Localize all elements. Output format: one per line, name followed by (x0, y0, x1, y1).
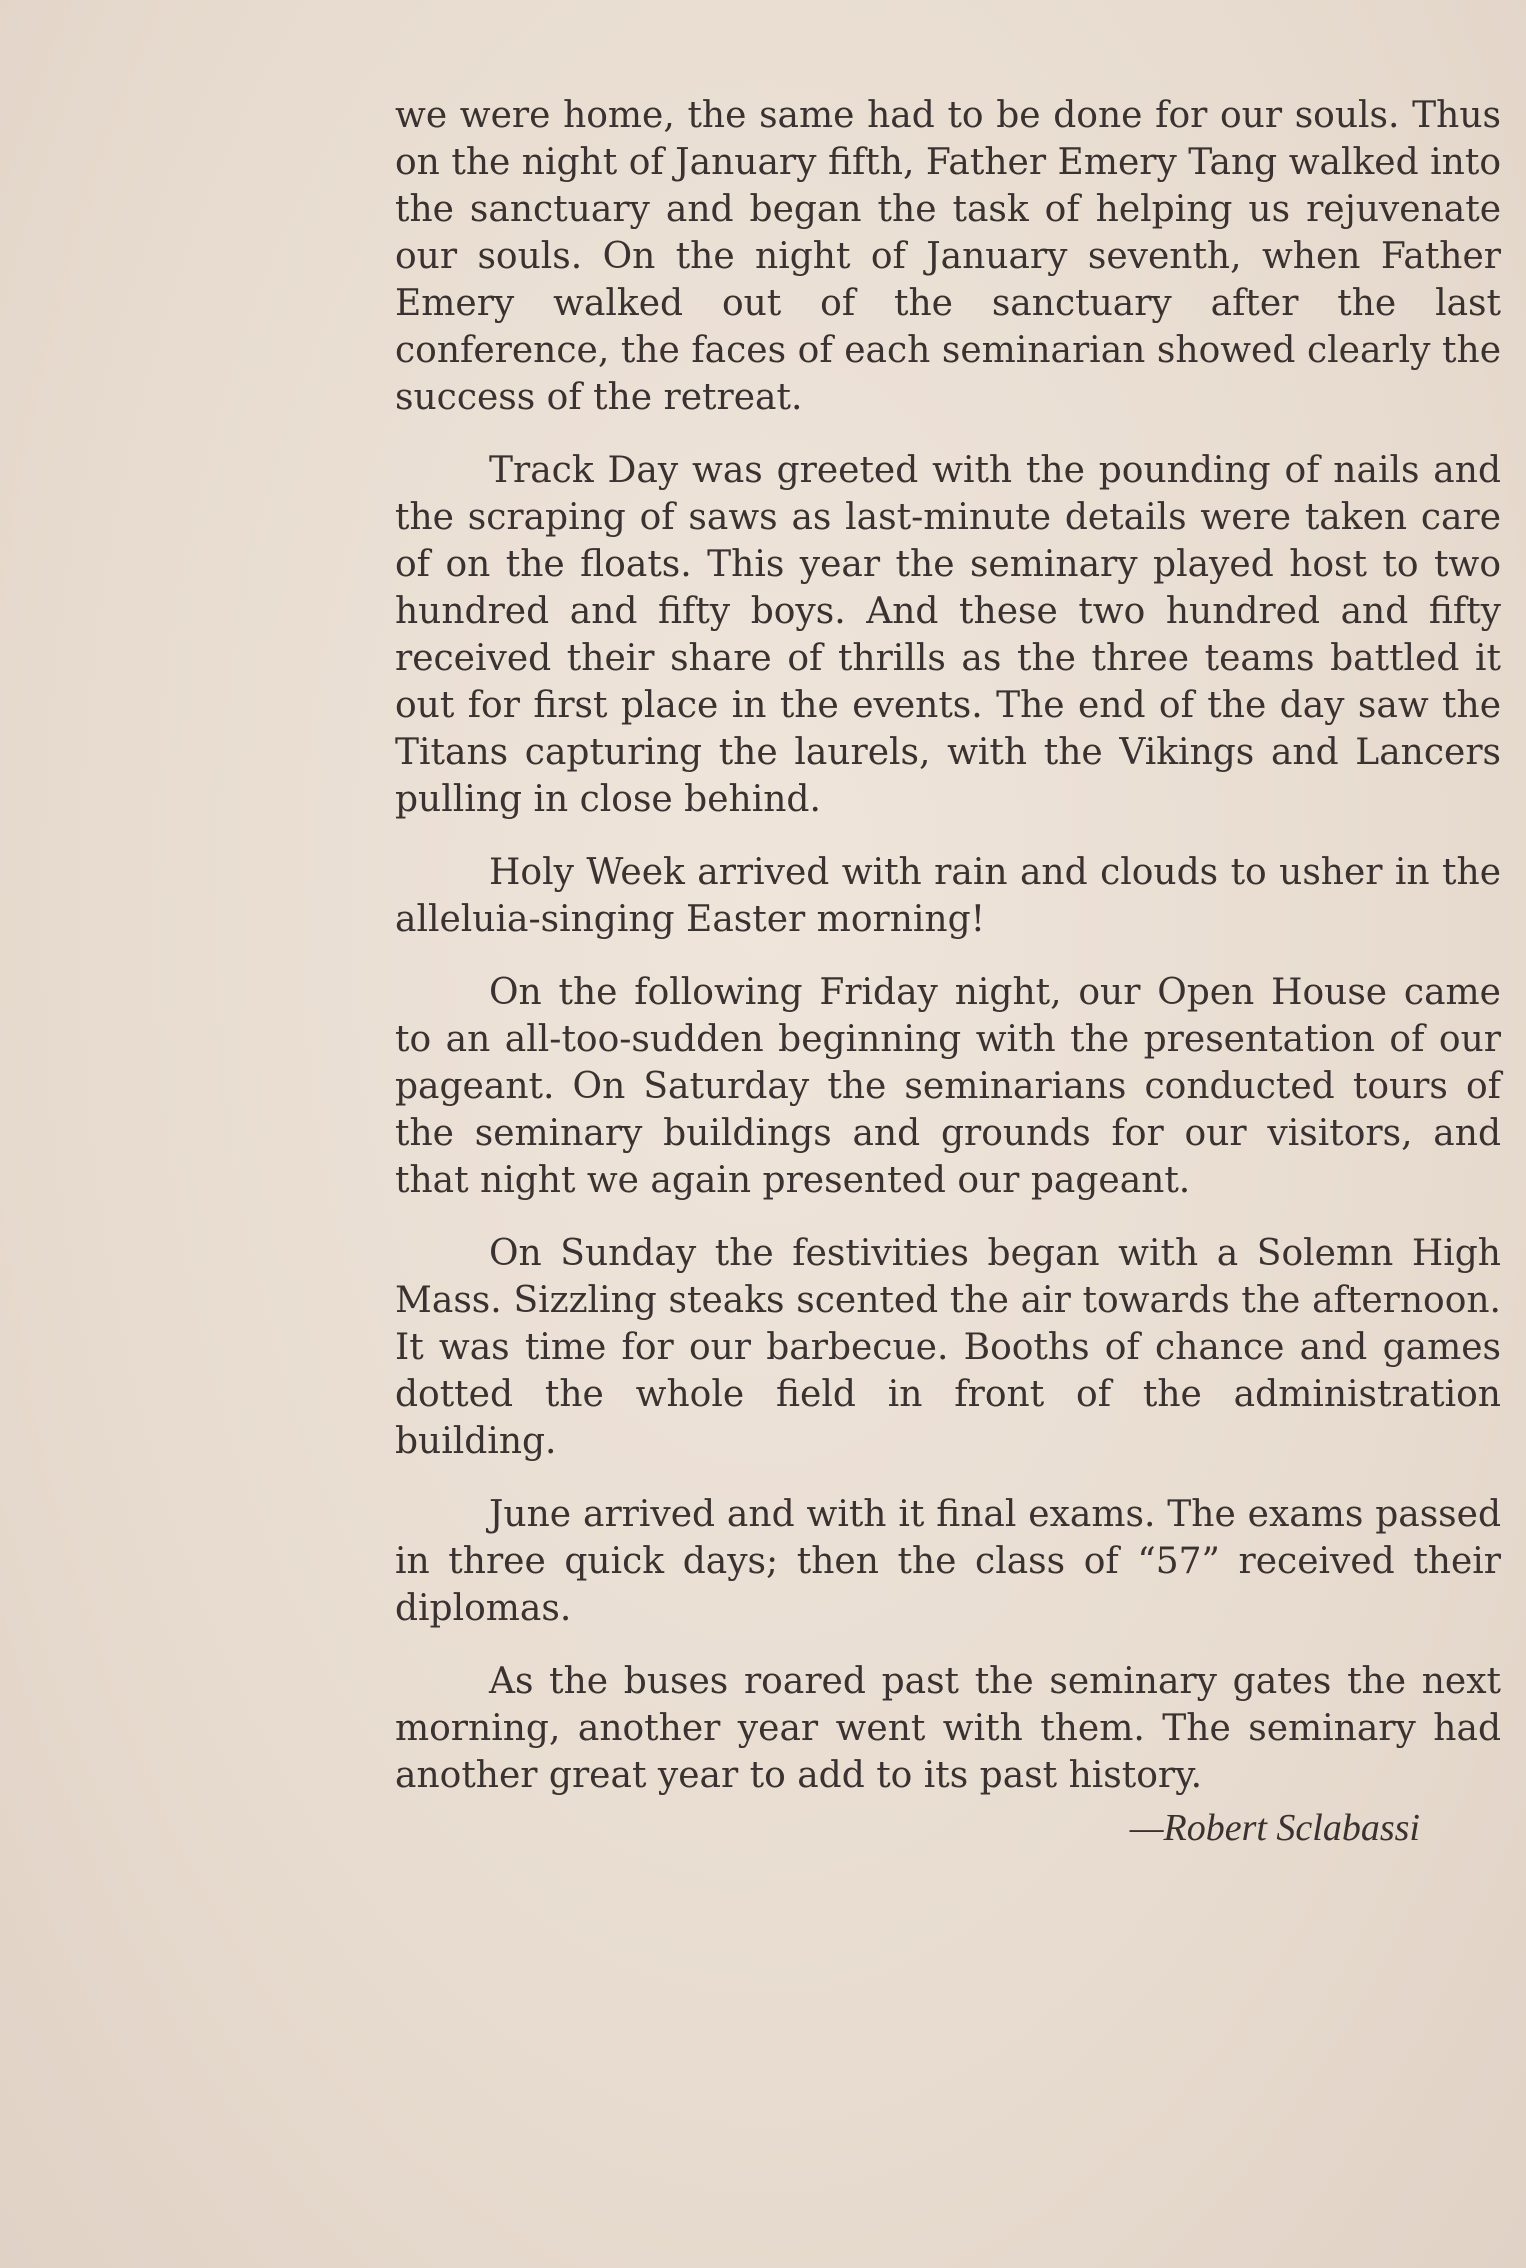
body-text (395, 92, 1501, 1825)
paragraph-track-day: Track Day was greeted with the pounding of nails and the scraping of saws as last-minute details were taken care of on the floats. This year the seminary played host to two hundred and fifty boys. And these two hundred and fifty received their share of thrills as the three teams battled it out for first place in the events. The end of the day saw the Titans capturing the laurels, with the Vikings and Lancers pulling in close behind. (395, 450, 1501, 820)
paragraph-holy-week: Holy Week arrived with rain and clouds to usher in the alleluia-singing Easter morning! (395, 852, 1501, 940)
author-signature: —Robert Sclabassi (1129, 1807, 1420, 1849)
paragraph-june: June arrived and with it final exams. The exams passed in three quick days; then the class of “57” received their diplomas. (395, 1494, 1501, 1629)
paragraph-buses: As the buses roared past the seminary gates the next morning, another year went with them. The seminary had another great year to add to its past history. (395, 1661, 1501, 1796)
paragraph-open-house: On the following Friday night, our Open House came to an all-too-sudden beginning with the presentation of our pageant. On Saturday the seminarians conducted tours of the seminary buildings and grounds for our visitors, and that night we again presented our pageant. (395, 972, 1501, 1201)
paragraph-retreat: we were home, the same had to be done for our souls. Thus on the night of January fifth, Father Emery Tang walked into the sanctuary and began the task of helping us rejuvenate our souls. On the night of January seventh, when Father Emery walked out of the sanctuary after the last conference, the faces of each seminarian showed clearly the success of the retreat. (395, 95, 1501, 418)
paragraph-sunday: On Sunday the festivities began with a Solemn High Mass. Sizzling steaks scented the air towards the afternoon. It was time for our barbecue. Booths of chance and games dotted the whole field in front of the administration building. (395, 1233, 1501, 1462)
